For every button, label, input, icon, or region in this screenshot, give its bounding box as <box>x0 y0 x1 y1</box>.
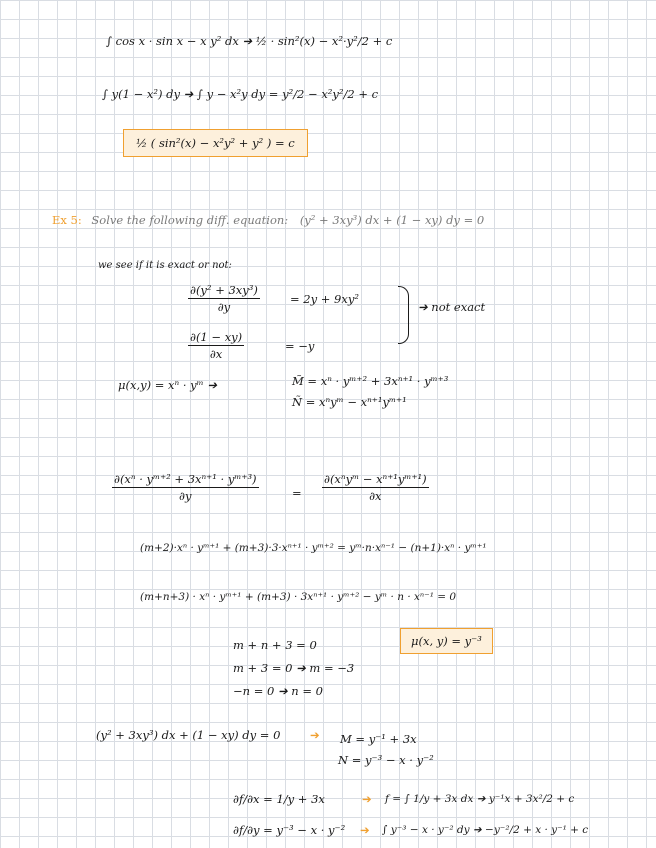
f-integral-y: ∫ y⁻³ − x · y⁻² dy ➔ −y⁻²/2 + x · y⁻¹ + c <box>382 824 589 836</box>
arrow-icon: ➔ <box>360 823 370 837</box>
eq-line-9: (m+n+3) · xⁿ · yᵐ⁺¹ + (m+3) · 3xⁿ⁺¹ · yᵐ⁺² − yᵐ · n · xⁿ⁻¹ = 0 <box>140 591 457 603</box>
eq-line-8: (m+2)·xⁿ · yᵐ⁺¹ + (m+3)·3·xⁿ⁺¹ · yᵐ⁺² = yᵐ·n·xⁿ⁻¹ − (n+1)·xⁿ · yᵐ⁺¹ <box>140 542 487 554</box>
eq-line-1: ∫ cos x · sin x − x y² dx ➔ ½ · sin²(x) − x²·y²/2 + c <box>106 34 393 48</box>
big-fraction-left: $\frac{\text{∂(xⁿ · yᵐ⁺² + 3xⁿ⁺¹ · yᵐ⁺³)}}{\partial y}$ <box>114 472 257 503</box>
df-dy-line: ∂f/∂y = y⁻³ − x · y⁻² <box>233 823 346 837</box>
eq-line-12: −n = 0 ➔ n = 0 <box>233 684 323 698</box>
eq-line-11: m + 3 = 0 ➔ m = −3 <box>233 661 355 675</box>
eq-line-2: ∫ y(1 − x²) dy ➔ ∫ y − x²y dy = y²/2 − x²y²/2 + c <box>102 87 379 101</box>
big-fraction-right: ∂(xⁿyᵐ − xⁿ⁺¹yᵐ⁺¹) ∂x <box>324 472 427 503</box>
n-tilde: Ñ = xⁿyᵐ − xⁿ⁺¹yᵐ⁺¹ <box>292 395 407 409</box>
boxed-mu-solution: μ(x, y) = y⁻³ <box>400 628 493 654</box>
partial-derivative-2: $\frac{\partial(1 - xy)}{\partial x}$ <box>190 330 243 361</box>
mu-definition: μ(x,y) = xⁿ · yᵐ ➔ <box>118 378 217 392</box>
exercise-heading <box>52 213 484 227</box>
arrow-icon: ➔ <box>362 792 372 806</box>
exercise-text: Solve the following diff. equation: <box>91 213 289 227</box>
boxed-solution-1: ½ ( sin²(x) − x²y² + y² ) = c <box>123 129 308 157</box>
eq-line-13: (y² + 3xy³) dx + (1 − xy) dy = 0 <box>96 728 281 742</box>
partial-result-2: = −y <box>285 339 315 353</box>
exercise-label: Ex 5: <box>52 213 82 227</box>
brace-icon <box>398 286 409 344</box>
not-exact-label: ➔ not exact <box>418 300 486 314</box>
exact-check-text: we see if it is exact or not: <box>98 260 232 271</box>
df-dx-line: ∂f/∂x = 1/y + 3x <box>233 792 325 806</box>
n-definition: N = y⁻³ − x · y⁻² <box>338 753 434 767</box>
m-tilde: M̃ = xⁿ · yᵐ⁺² + 3xⁿ⁺¹ · yᵐ⁺³ <box>292 374 449 388</box>
exercise-equation: (y² + 3xy³) dx + (1 − xy) dy = 0 <box>299 213 485 227</box>
big-equals: = <box>292 486 302 500</box>
arrow-icon: ➔ <box>310 728 320 742</box>
eq-line-10: m + n + 3 = 0 <box>233 638 317 652</box>
f-integral-x: f = ∫ 1/y + 3x dx ➔ y⁻¹x + 3x²/2 + c <box>385 793 575 805</box>
partial-result-1: = 2y + 9xy² <box>290 292 359 306</box>
m-definition: M = y⁻¹ + 3x <box>340 732 417 746</box>
partial-derivative-1: $\frac{\text{∂(y² + 3xy³)}}{\partial y}$ <box>190 283 258 314</box>
